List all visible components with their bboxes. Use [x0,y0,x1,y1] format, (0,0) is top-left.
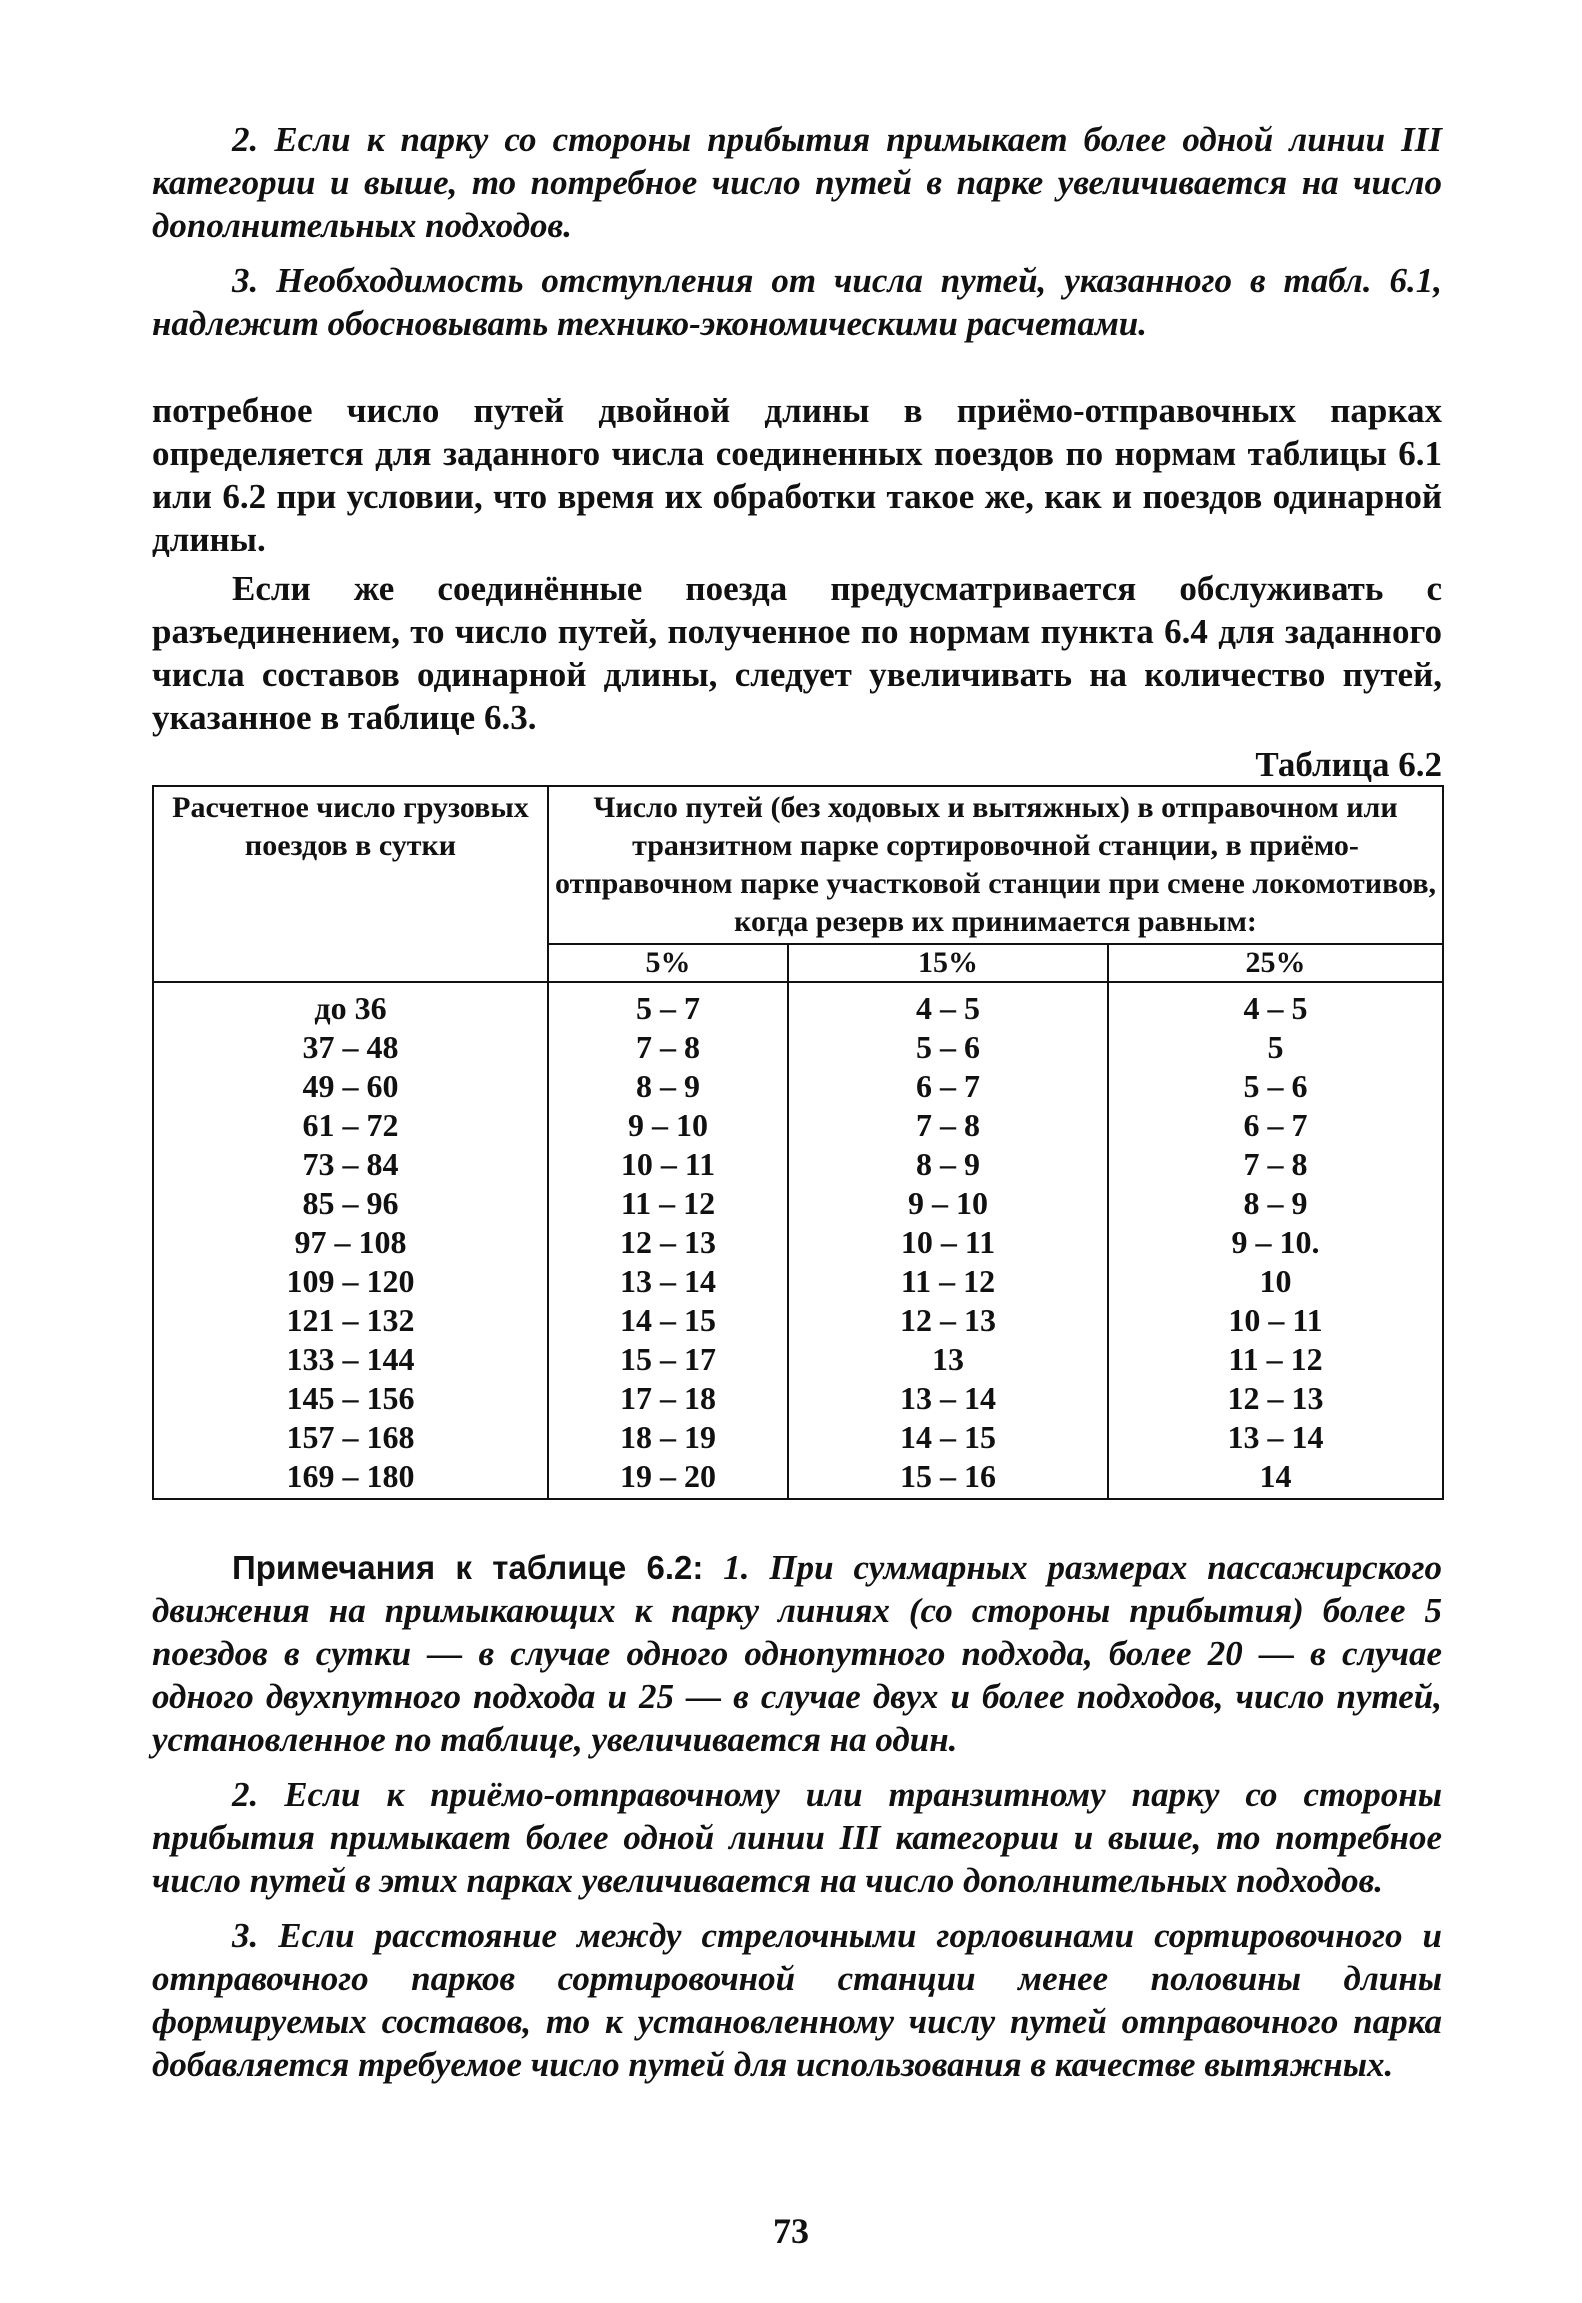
table-cell: 12 – 13 [1227,1380,1324,1416]
note-1-text: 1. При суммарных размерах пассажирского движения на примыкающих к парку линиях (со стороны прибытия) более 5 поездов в сутки — в случае одного однопутного подхода, более 20 — в случае одного двухпутного подхода и 25 — в случае двух и более подходов, число путей, установленное по таблице, увеличивается на один. [152,1548,1442,1759]
header-track-count: Число путей (без ходовых и вытяжных) в отправочном или транзитном парке сортировочной станции, в приёмо-отправочном парке участковой станции при смене локомотивов, когда резерв их принимается равным: [548,786,1443,944]
table-cell: 9 – 10. [1231,1224,1320,1260]
top-note-3: 3. Необходимость отступления от числа путей, указанного в табл. 6.1, надлежит обосновывать технико-экономическими расчетами. [152,261,1442,343]
table-cell: 14 – 15 [900,1419,996,1455]
bottom-note-2: 2. Если к приёмо-отправочному или транзитному парку со стороны прибытия примыкает более одной линии III категории и выше, то потребное число путей в этих парках увеличивается на число дополнительных подходов. [152,1775,1442,1900]
header-15-percent: 15% [788,944,1108,982]
table-cell: 133 – 144 [286,1341,415,1377]
table-cell: до 36 [314,990,387,1026]
column-25-percent [1108,982,1443,1499]
table-cell: 4 – 5 [916,990,980,1026]
table-cell: 10 – 11 [1228,1302,1323,1338]
table-cell: 14 – 15 [620,1302,716,1338]
table-cell: 5 – 7 [636,990,700,1026]
table-cell: 11 – 12 [620,1185,716,1221]
table-cell: 97 – 108 [294,1224,407,1260]
table-cell: 15 – 17 [620,1341,716,1377]
header-25-percent: 25% [1108,944,1443,982]
table-cell: 19 – 20 [620,1458,716,1494]
bottom-note-3: 3. Если расстояние между стрелочными горловинами сортировочного и отправочного парков сортировочной станции менее половины длины формируемых составов, то к установленному числу путей отправочного парка добавляется требуемое число путей для использования в качестве вытяжных. [152,1916,1442,2084]
notes-heading: Примечания к таблице 6.2: [232,1549,704,1586]
table-cell: 85 – 96 [302,1185,399,1221]
table-cell: 6 – 7 [1243,1107,1308,1143]
table-cell: 5 – 6 [1243,1068,1308,1104]
table-cell: 73 – 84 [302,1146,399,1182]
table-cell: 121 – 132 [286,1302,415,1338]
table-cell: 169 – 180 [286,1458,415,1494]
table-body-row [153,982,1443,1499]
table-cell: 8 – 9 [1243,1185,1308,1221]
table-cell: 11 – 12 [1228,1341,1323,1377]
table-caption: Таблица 6.2 [1255,745,1442,784]
table-cell: 5 – 6 [916,1029,980,1065]
table-cell: 10 – 11 [620,1146,716,1182]
bottom-note-1 [152,1546,1442,1761]
table-cell: 18 – 19 [620,1419,716,1455]
table-cell: 13 – 14 [1227,1419,1324,1455]
bottom-notes [152,1546,1442,2086]
tracks-table [152,785,1444,1500]
table-cell: 13 – 14 [900,1380,996,1416]
table-cell: 61 – 72 [302,1107,399,1143]
table-cell: 37 – 48 [302,1029,399,1065]
table-cell: 109 – 120 [286,1263,415,1299]
table-cell: 12 – 13 [620,1224,716,1260]
column-5-percent [548,982,788,1499]
table-cell: 6 – 7 [916,1068,980,1104]
page-content [152,118,1442,2098]
table-cell: 11 – 12 [900,1263,996,1299]
table-cell: 14 [1259,1458,1292,1494]
column-15-percent [788,982,1108,1499]
table-cell: 5 [1267,1029,1284,1065]
table-cell: 7 – 8 [1243,1146,1308,1182]
table-cell: 8 – 9 [916,1146,980,1182]
table-cell: 9 – 10 [628,1107,708,1143]
table-cell: 10 [1259,1263,1292,1299]
column-train-count [153,982,548,1499]
table-cell: 17 – 18 [620,1380,716,1416]
table-cell: 12 – 13 [900,1302,996,1338]
top-note-2: 2. Если к парку со стороны прибытия примыкает более одной линии III категории и выше, то потребное число путей в парке увеличивается на число дополнительных подходов. [152,120,1442,245]
header-train-count: Расчетное число грузовых поездов в сутки [153,786,548,982]
body-paragraph-2: Если же соединённые поезда предусматривается обслуживать с разъединением, то число путей, полученное по нормам пункта 6.4 для заданного числа составов одинарной длины, следует увеличивать на количество путей, указанное в таблице 6.3. [152,569,1442,737]
table-header-row [153,786,1443,944]
table-cell: 9 – 10 [908,1185,988,1221]
table-cell: 145 – 156 [286,1380,415,1416]
table-cell: 7 – 8 [916,1107,980,1143]
header-5-percent: 5% [548,944,788,982]
table-cell: 4 – 5 [1243,990,1308,1026]
table-cell: 13 [932,1341,964,1377]
table-cell: 15 – 16 [900,1458,996,1494]
table-cell: 7 – 8 [636,1029,700,1065]
top-notes [152,118,1442,345]
table-cell: 10 – 11 [900,1224,996,1260]
table-cell: 49 – 60 [302,1068,399,1104]
body-text [152,389,1442,739]
table-cell: 157 – 168 [286,1419,415,1455]
table-cell: 13 – 14 [620,1263,716,1299]
page-number: 73 [773,2211,809,2251]
body-paragraph-1: потребное число путей двойной длины в приёмо-отправочных парках определяется для заданного числа соединенных поездов по нормам таблицы 6.1 или 6.2 при условии, что время их обработки такое же, как и поездов одинарной длины. [152,391,1442,559]
table-cell: 8 – 9 [636,1068,700,1104]
